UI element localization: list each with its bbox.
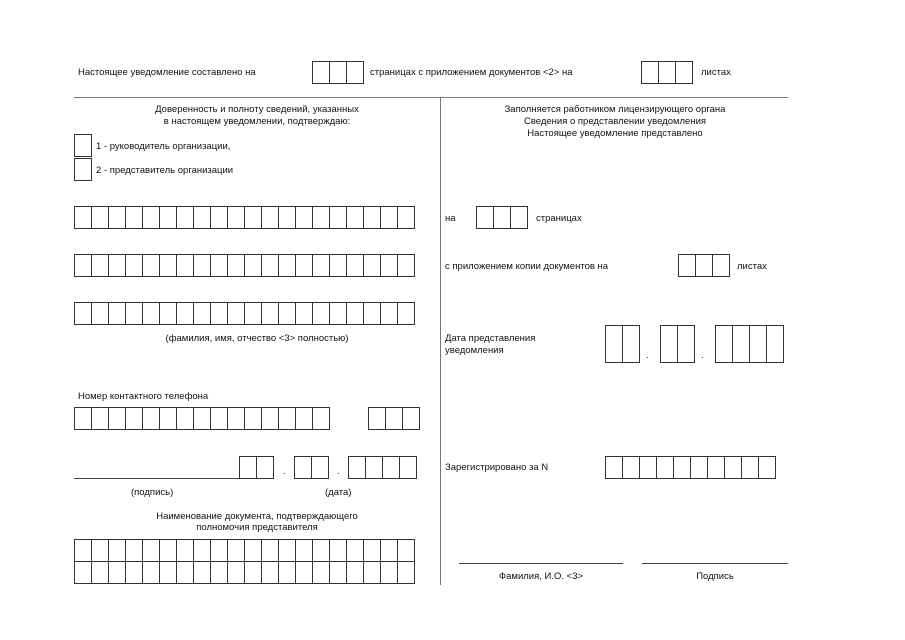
date-label-2: уведомления bbox=[445, 345, 504, 356]
sign-year-boxes[interactable] bbox=[348, 456, 417, 479]
fio-row-2[interactable] bbox=[74, 254, 415, 277]
registered-label: Зарегистрировано за N bbox=[445, 462, 549, 473]
phone-ext-boxes[interactable] bbox=[368, 407, 420, 430]
header-pages-boxes[interactable] bbox=[312, 61, 364, 84]
na-label: на bbox=[445, 213, 456, 224]
doc-row-1[interactable] bbox=[74, 539, 415, 562]
date-dot-2: . bbox=[337, 466, 340, 477]
fio-row-3[interactable] bbox=[74, 302, 415, 325]
employee-signature-line[interactable] bbox=[642, 563, 788, 564]
submit-year-boxes[interactable] bbox=[715, 325, 784, 363]
copies-label: с приложением копии документов на bbox=[445, 261, 609, 272]
pages-boxes[interactable] bbox=[476, 206, 528, 229]
top-divider bbox=[74, 97, 788, 98]
doc-caption-line2: полномочия представителя bbox=[196, 522, 318, 533]
header-suffix: листах bbox=[701, 67, 731, 78]
phone-main-boxes[interactable] bbox=[74, 407, 330, 430]
submit-dot-2: . bbox=[701, 350, 704, 361]
header-middle: страницах с приложением документов <2> на bbox=[370, 67, 573, 78]
employee-signature-caption: Подпись bbox=[696, 571, 734, 582]
registration-number-boxes[interactable] bbox=[605, 456, 776, 479]
fio-caption: (фамилия, имя, отчество <3> полностью) bbox=[165, 333, 349, 344]
employee-fio-caption: Фамилия, И.О. <3> bbox=[498, 571, 584, 582]
sign-month-boxes[interactable] bbox=[294, 456, 329, 479]
phone-label: Номер контактного телефона bbox=[78, 391, 209, 402]
right-title-1: Заполняется работником лицензирующего органа bbox=[504, 104, 726, 115]
option1-box[interactable] bbox=[74, 134, 92, 157]
pages-label: страницах bbox=[536, 213, 582, 224]
confirm-line2: в настоящем уведомлении, подтверждаю: bbox=[163, 116, 351, 127]
employee-fio-line[interactable] bbox=[459, 563, 623, 564]
doc-caption-line1: Наименование документа, подтверждающего bbox=[156, 511, 358, 522]
right-title-3: Настоящее уведомление представлено bbox=[527, 128, 703, 139]
date-caption: (дата) bbox=[325, 487, 352, 498]
date-label-1: Дата представления bbox=[445, 333, 536, 344]
center-divider bbox=[440, 97, 441, 585]
right-title-2: Сведения о представлении уведомления bbox=[523, 116, 707, 127]
sheets-boxes[interactable] bbox=[678, 254, 730, 277]
fio-row-1[interactable] bbox=[74, 206, 415, 229]
option2-box[interactable] bbox=[74, 158, 92, 181]
submit-month-boxes[interactable] bbox=[660, 325, 695, 363]
option2-label: 2 - представитель организации bbox=[96, 165, 234, 176]
signature-caption: (подпись) bbox=[131, 487, 174, 498]
confirm-line1: Доверенность и полноту сведений, указанных bbox=[155, 104, 359, 115]
header-sheets-boxes[interactable] bbox=[641, 61, 693, 84]
date-dot-1: . bbox=[283, 466, 286, 477]
submit-day-boxes[interactable] bbox=[605, 325, 640, 363]
sheets-label: листах bbox=[737, 261, 767, 272]
option1-label: 1 - руководитель организации, bbox=[96, 141, 231, 152]
signature-line[interactable] bbox=[74, 478, 239, 479]
doc-row-2[interactable] bbox=[74, 561, 415, 584]
sign-day-boxes[interactable] bbox=[239, 456, 274, 479]
header-prefix: Настоящее уведомление составлено на bbox=[78, 67, 256, 78]
submit-dot-1: . bbox=[646, 350, 649, 361]
